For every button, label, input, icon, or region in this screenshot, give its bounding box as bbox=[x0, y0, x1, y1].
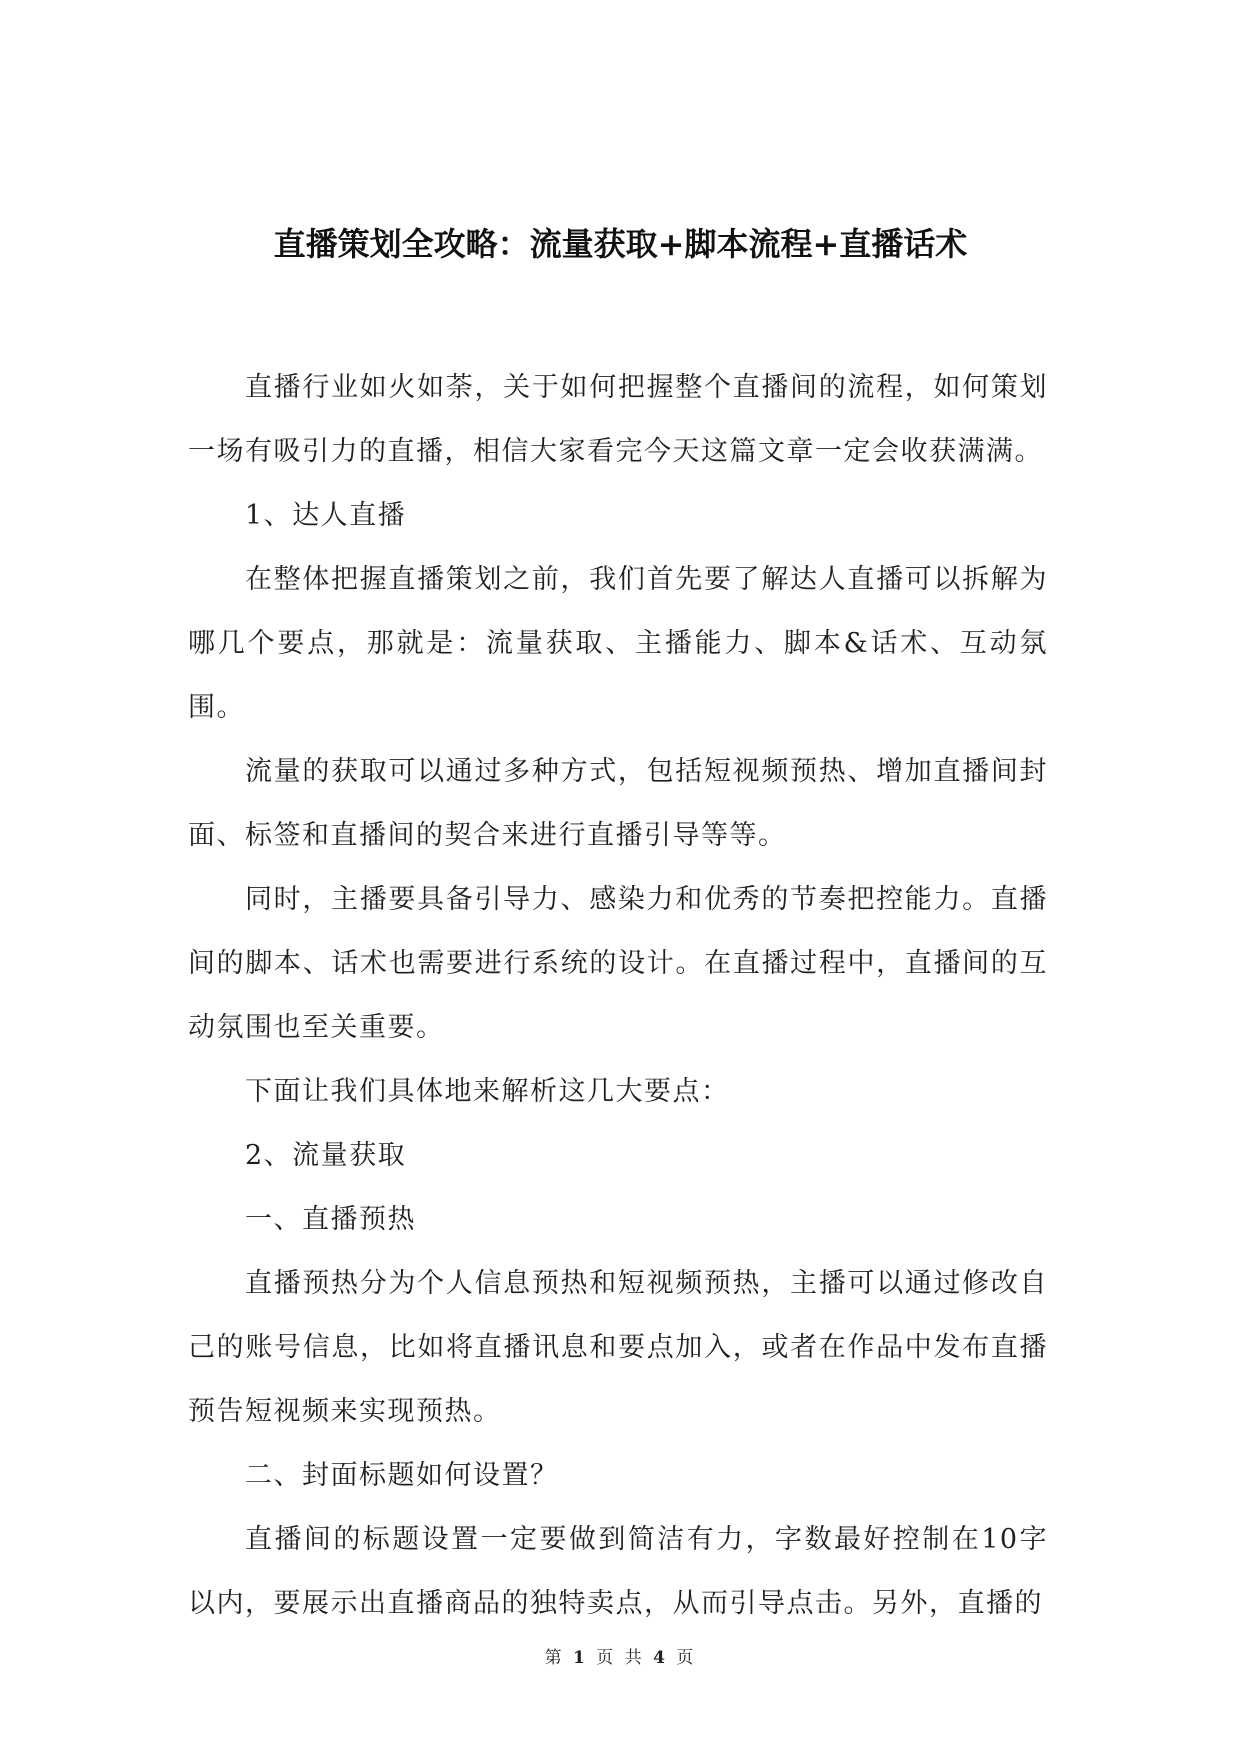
paragraph-host-abilities: 同时，主播要具备引导力、感染力和优秀的节奏把控能力。直播间的脚本、话术也需要进行系统的设计。在直播过程中，直播间的互动氛围也至关重要。 bbox=[188, 884, 1048, 1043]
document-body bbox=[188, 356, 1048, 1636]
page-footer bbox=[0, 1646, 1241, 1670]
paragraph-key-points: 在整体把握直播策划之前，我们首先要了解达人直播可以拆解为哪几个要点，那就是：流量获取、主播能力、脚本&话术、互动氛围。 bbox=[188, 564, 1048, 723]
paragraph-cover-title: 直播间的标题设置一定要做到简洁有力，字数最好控制在10字以内，要展示出直播商品的独特卖点，从而引导点击。另外，直播的 bbox=[188, 1524, 1048, 1619]
paragraph-traffic-methods: 流量的获取可以通过多种方式，包括短视频预热、增加直播间封面、标签和直播间的契合来进行直播引导等等。 bbox=[188, 756, 1048, 851]
footer-middle: 页 共 bbox=[596, 1648, 645, 1668]
footer-total-pages: 4 bbox=[653, 1648, 668, 1668]
document-title: 直播策划全攻略：流量获取+脚本流程+直播话术 bbox=[273, 225, 968, 263]
section-heading-influencer-live: 1、达人直播 bbox=[245, 500, 407, 531]
paragraph-transition: 下面让我们具体地来解析这几大要点： bbox=[245, 1076, 730, 1107]
subheading-warmup: 一、直播预热 bbox=[245, 1204, 416, 1235]
paragraph-intro: 直播行业如火如荼，关于如何把握整个直播间的流程，如何策划一场有吸引力的直播，相信大家看完今天这篇文章一定会收获满满。 bbox=[188, 372, 1048, 467]
subheading-cover-title: 二、封面标题如何设置？ bbox=[245, 1460, 559, 1491]
paragraph-warmup: 直播预热分为个人信息预热和短视频预热，主播可以通过修改自己的账号信息，比如将直播讯息和要点加入，或者在作品中发布直播预告短视频来实现预热。 bbox=[188, 1268, 1048, 1427]
footer-prefix: 第 bbox=[544, 1648, 565, 1668]
footer-suffix: 页 bbox=[676, 1648, 697, 1668]
footer-current-page: 1 bbox=[573, 1648, 588, 1668]
section-heading-traffic: 2、流量获取 bbox=[245, 1140, 407, 1171]
